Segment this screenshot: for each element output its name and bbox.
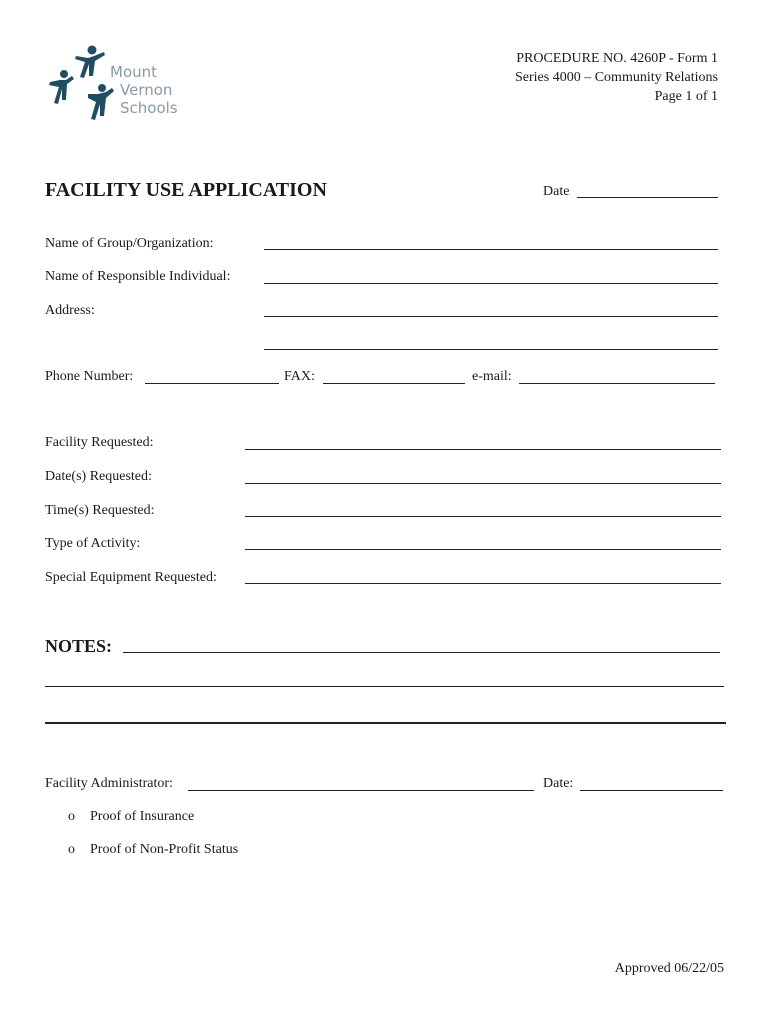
procedure-header	[418, 49, 718, 106]
address-field-line2[interactable]	[264, 349, 718, 350]
fax-label: FAX:	[284, 369, 315, 384]
checklist-item-nonprofit[interactable]	[68, 842, 238, 858]
facility-label: Facility Requested:	[45, 435, 154, 450]
approved-date: Approved 06/22/05	[614, 961, 724, 976]
group-label: Name of Group/Organization:	[45, 236, 214, 251]
checklist-item-insurance[interactable]	[68, 809, 194, 825]
equipment-field[interactable]	[245, 583, 721, 584]
admin-date-label: Date:	[543, 776, 574, 791]
address-field-line1[interactable]	[264, 316, 718, 317]
date-field[interactable]	[577, 197, 718, 198]
logo-figures-icon	[44, 42, 114, 124]
admin-field[interactable]	[188, 790, 534, 791]
email-field[interactable]	[519, 383, 715, 384]
notes-field-line2[interactable]	[45, 686, 724, 687]
section-divider	[45, 722, 726, 724]
checklist-label-insurance: Proof of Insurance	[90, 809, 195, 824]
times-field[interactable]	[245, 516, 721, 517]
logo	[44, 42, 194, 124]
logo-line-mount: Mount	[110, 63, 158, 81]
activity-field[interactable]	[245, 549, 721, 550]
times-label: Time(s) Requested:	[45, 503, 155, 518]
logo-line-schools: Schools	[120, 99, 178, 117]
page-title: FACILITY USE APPLICATION	[45, 179, 327, 201]
checkbox-circle-icon[interactable]: o	[68, 842, 75, 857]
group-field[interactable]	[264, 249, 718, 250]
equipment-label: Special Equipment Requested:	[45, 570, 217, 585]
date-label: Date	[543, 184, 570, 199]
admin-date-field[interactable]	[580, 790, 723, 791]
fax-field[interactable]	[323, 383, 465, 384]
dates-label: Date(s) Requested:	[45, 469, 152, 484]
email-label: e-mail:	[472, 369, 512, 384]
activity-label: Type of Activity:	[45, 536, 141, 551]
dates-field[interactable]	[245, 483, 721, 484]
individual-label: Name of Responsible Individual:	[45, 269, 231, 284]
facility-field[interactable]	[245, 449, 721, 450]
series-label: Series 4000 – Community Relations	[515, 70, 718, 85]
checkbox-circle-icon[interactable]: o	[68, 809, 75, 824]
individual-field[interactable]	[264, 283, 718, 284]
logo-line-vernon: Vernon	[120, 81, 173, 99]
phone-field[interactable]	[145, 383, 279, 384]
address-label: Address:	[45, 303, 95, 318]
admin-label: Facility Administrator:	[45, 776, 173, 791]
notes-label: NOTES:	[45, 636, 113, 656]
procedure-number: PROCEDURE NO. 4260P - Form 1	[516, 51, 718, 66]
checklist-label-nonprofit: Proof of Non-Profit Status	[90, 842, 239, 857]
phone-label: Phone Number:	[45, 369, 134, 384]
page-number: Page 1 of 1	[654, 89, 718, 104]
notes-field-line1[interactable]	[123, 652, 720, 653]
